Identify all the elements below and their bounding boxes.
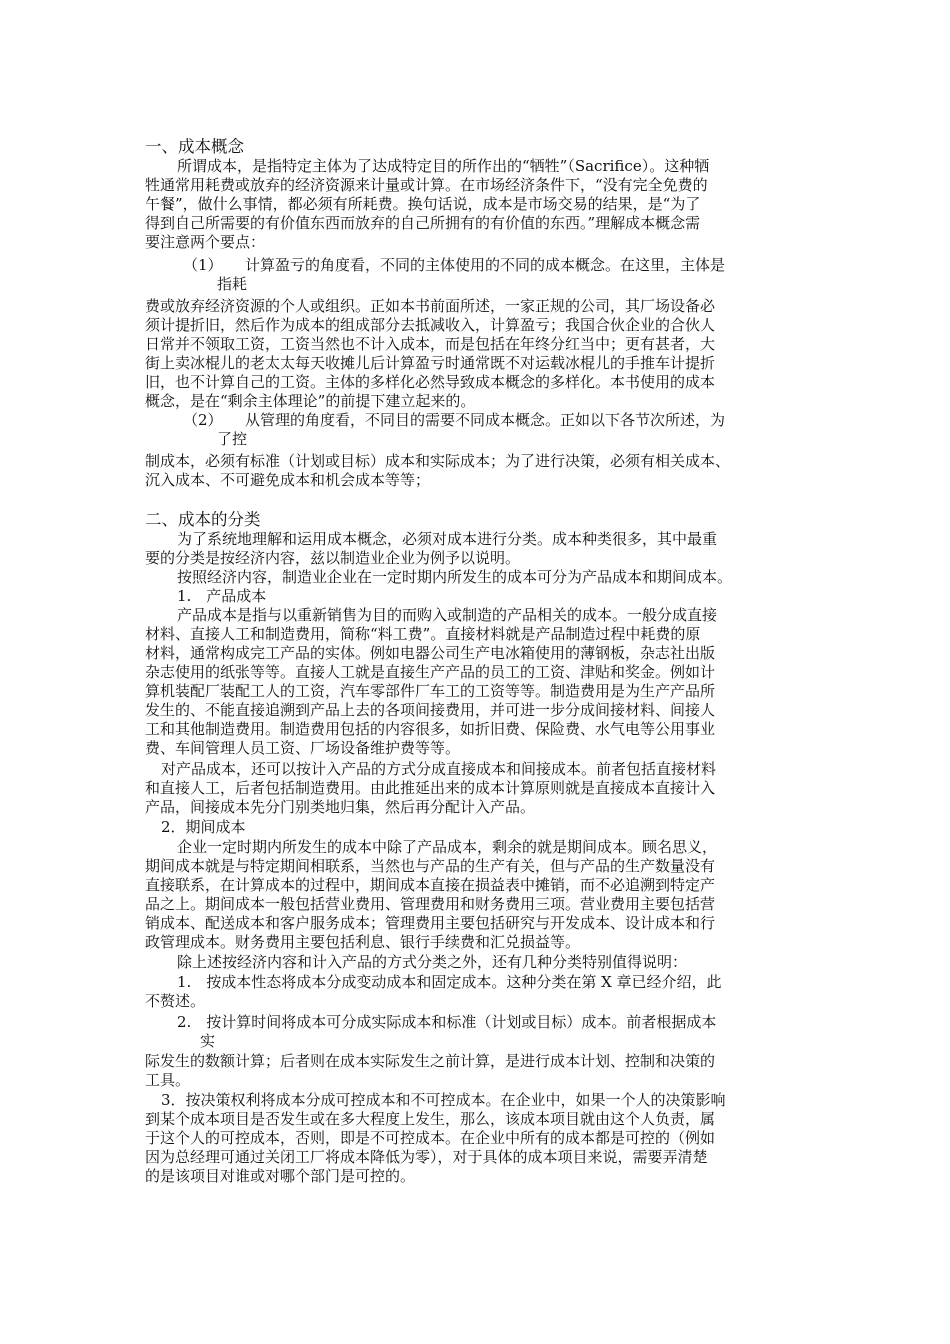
paragraph-line: 所谓成本，是指特定主体为了达成特定目的所作出的“牺牲”（Sacrifice）。这种牺 — [177, 157, 710, 175]
point-number: （1） — [183, 256, 223, 274]
paragraph-line: 须计提折旧，然后作为成本的组成部分去抵减收入，计算盈亏；我国合伙企业的合伙人 — [145, 316, 716, 334]
paragraph-line: 期间成本就是与特定期间相联系，当然也与产品的生产有关，但与产品的生产数量没有 — [145, 857, 716, 875]
list-item-line: 的是该项目对谁或对哪个部门是可控的。 — [145, 1167, 416, 1185]
paragraph-line: 政管理成本。财务费用主要包括利息、银行手续费和汇兑损益等。 — [145, 933, 581, 951]
list-item-line: 2. 按计算时间将成本可分成实际成本和标准（计划或目标）成本。前者根据成本 — [177, 1013, 717, 1031]
paragraph-line: 发生的、不能直接追溯到产品上去的各项间接费用，并可进一步分成间接材料、间接人 — [145, 701, 716, 719]
paragraph-line: 得到自己所需要的有价值东西而放弃的自己所拥有的有价值的东西。”理解成本概念需 — [145, 214, 701, 232]
list-item-line: 到某个成本项目是否发生或在多大程度上发生，那么，该成本项目就由这个人负责，属 — [145, 1110, 716, 1128]
subheading-period-cost: 2．期间成本 — [161, 818, 246, 836]
paragraph-line: 日常并不领取工资，工资当然也不计入成本，而是包括在年终分红当中；更有甚者，大 — [145, 335, 716, 353]
paragraph-line: 和直接人工，后者包括制造费用。由此推延出来的成本计算原则就是直接成本直接计入 — [145, 779, 716, 797]
paragraph-line: 产品成本是指与以重新销售为目的而购入或制造的产品相关的成本。一般分成直接 — [177, 606, 718, 624]
paragraph-line: 除上述按经济内容和计入产品的方式分类之外，还有几种分类特别值得说明： — [177, 953, 688, 971]
paragraph-line: 产品，间接成本先分门别类地归集，然后再分配计入产品。 — [145, 798, 536, 816]
paragraph-line: 要注意两个要点： — [145, 233, 266, 251]
paragraph-line: 牲通常用耗费或放弃的经济资源来计量或计算。在市场经济条件下，“没有完全免费的 — [145, 176, 708, 194]
point-first-line: 计算盈亏的角度看，不同的主体使用的不同的成本概念。在这里，主体是 — [245, 256, 726, 274]
section-heading-cost-concept: 一、成本概念 — [145, 137, 244, 156]
list-item-line: 际发生的数额计算；后者则在成本实际发生之前计算，是进行成本计划、控制和决策的 — [145, 1052, 716, 1070]
section-heading-cost-classification: 二、成本的分类 — [145, 510, 261, 529]
paragraph-line: 街上卖冰棍儿的老太太每天收摊儿后计算盈亏时通常既不对运载冰棍儿的手推车计提折 — [145, 354, 716, 372]
paragraph-line: 销成本、配送成本和客户服务成本；管理费用主要包括研究与开发成本、设计成本和行 — [145, 914, 716, 932]
paragraph-line: 材料、直接人工和制造费用，简称“料工费”。直接材料就是产品制造过程中耗费的原 — [145, 625, 701, 643]
list-item-line: 3．按决策权利将成本分成可控成本和不可控成本。在企业中，如果一个人的决策影响 — [161, 1091, 726, 1109]
paragraph-line: 费、车间管理人员工资、厂场设备维护费等等。 — [145, 739, 461, 757]
point-wrap-text: 指耗 — [217, 275, 248, 293]
paragraph-line: 直接联系，在计算成本的过程中，期间成本直接在损益表中摊销，而不必追溯到特定产 — [145, 876, 716, 894]
paragraph-line: 对产品成本，还可以按计入产品的方式分成直接成本和间接成本。前者包括直接材料 — [161, 760, 717, 778]
paragraph-line: 品之上。期间成本一般包括营业费用、管理费用和财务费用三项。营业费用主要包括营 — [145, 895, 716, 913]
subheading-product-cost: 1. 产品成本 — [177, 587, 267, 605]
paragraph-line: 旧，也不计算自己的工资。主体的多样化必然导致成本概念的多样化。本书使用的成本 — [145, 373, 716, 391]
paragraph-line: 按照经济内容，制造业企业在一定时期内所发生的成本可分为产品成本和期间成本。 — [177, 568, 733, 586]
paragraph-line: 费或放弃经济资源的个人或组织。正如本书前面所述，一家正规的公司，其厂场设备必 — [145, 297, 716, 315]
point-wrap-text: 了控 — [217, 430, 248, 448]
paragraph-line: 企业一定时期内所发生的成本中除了产品成本，剩余的就是期间成本。顾名思义， — [177, 838, 718, 856]
paragraph-line: 杂志使用的纸张等等。直接人工就是直接生产产品的员工的工资、津贴和奖金。例如计 — [145, 663, 716, 681]
paragraph-line: 要的分类是按经济内容，兹以制造业企业为例予以说明。 — [145, 549, 521, 567]
list-item-line: 因为总经理可通过关闭工厂将成本降低为零），对于具体的成本项目来说，需要弄清楚 — [145, 1148, 708, 1166]
paragraph-line: 午餐”，做什么事情，都必须有所耗费。换句话说，成本是市场交易的结果，是“为了 — [145, 195, 701, 213]
list-item-line: 工具。 — [145, 1071, 191, 1089]
paragraph-line: 材料，通常构成完工产品的实体。例如电器公司生产电冰箱使用的薄钢板，杂志社出版 — [145, 644, 716, 662]
list-item-line: 于这个人的可控成本，否则，即是不可控成本。在企业中所有的成本都是可控的（例如 — [145, 1129, 716, 1147]
paragraph-line: 为了系统地理解和运用成本概念，必须对成本进行分类。成本种类很多，其中最重 — [177, 530, 718, 548]
paragraph-line: 概念，是在“剩余主体理论”的前提下建立起来的。 — [145, 392, 476, 410]
point-first-line: 从管理的角度看，不同目的需要不同成本概念。正如以下各节次所述，为 — [245, 411, 726, 429]
list-item-line: 1. 按成本性态将成本分成变动成本和固定成本。这种分类在第 X 章已经介绍，此 — [177, 973, 722, 991]
paragraph-line: 制成本，必须有标准（计划或目标）成本和实际成本；为了进行决策，必须有相关成本、 — [145, 452, 731, 470]
paragraph-line: 算机装配厂装配工人的工资，汽车零部件厂车工的工资等等。制造费用是为生产产品所 — [145, 682, 716, 700]
paragraph-line: 工和其他制造费用。制造费用包括的内容很多，如折旧费、保险费、水气电等公用事业 — [145, 720, 716, 738]
paragraph-line: 沉入成本、不可避免成本和机会成本等等； — [145, 471, 431, 489]
point-wrap-text: 实 — [200, 1032, 216, 1050]
point-number: （2） — [183, 411, 223, 429]
list-item-line: 不赘述。 — [145, 992, 206, 1010]
